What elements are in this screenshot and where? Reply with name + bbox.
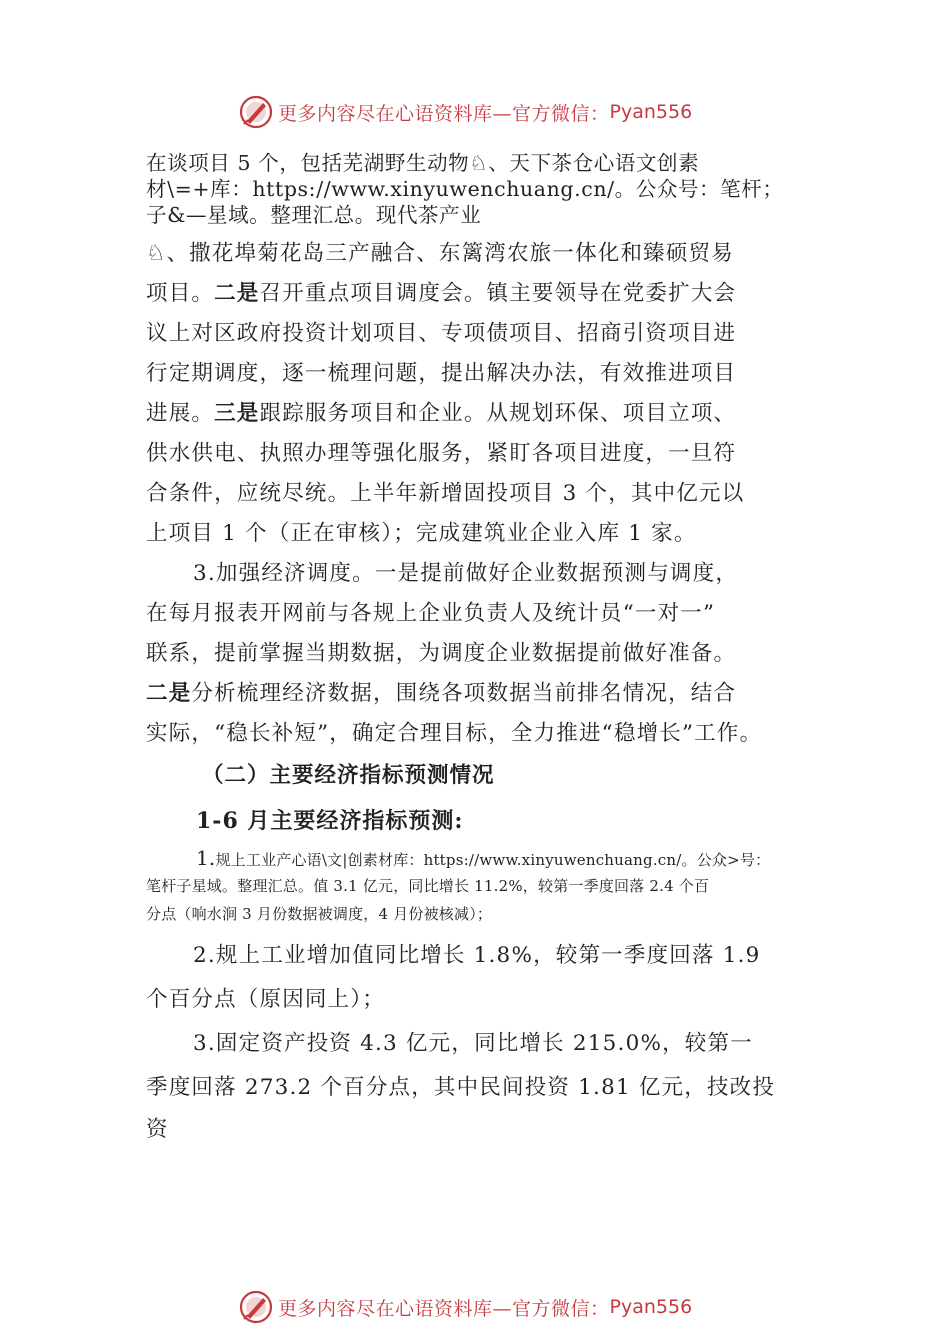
text-run: 召开重点项目调度会。镇主要领导在党委扩大会 xyxy=(259,281,737,306)
list-item-line: 资 xyxy=(146,1117,169,1142)
paragraph-line: 3.加强经济调度。一是提前做好企业数据预测与调度， xyxy=(193,561,739,586)
text-run: 项目。 xyxy=(146,281,215,306)
list-item-line: 个百分点（原因同上）； xyxy=(146,987,385,1012)
paragraph-line: 联系，提前掌握当期数据，为调度企业数据提前做好准备。 xyxy=(146,641,737,666)
paragraph-line: 行定期调度，逐一梳理问题，提出解决办法，有效推进项目 xyxy=(146,361,737,386)
banner-wechat-label: 官方微信： xyxy=(512,102,610,125)
paragraph-line: 供水供电、执照办理等强化服务，紧盯各项目进度，一旦符 xyxy=(146,441,737,466)
bold-text-run: 二是 xyxy=(146,681,192,706)
text-run: 分析梳理经济数据，围绕各项数据当前排名情况，结合 xyxy=(191,681,737,706)
pen-seal-icon xyxy=(238,94,274,130)
bold-text-run: 二是 xyxy=(214,281,260,306)
section-heading: （二）主要经济指标预测情况 xyxy=(202,763,495,788)
text-run: 跟踪服务项目和企业。从规划环保、项目立项、 xyxy=(259,401,737,426)
subsection-heading: 1-6 月主要经济指标预测: xyxy=(196,808,464,834)
list-item-line: 笔杆子星域。整理汇总。值 3.1 亿元，同比增长 11.2%，较第一季度回落 2.4 个百 xyxy=(146,877,710,895)
banner-wechat-label: 官方微信： xyxy=(512,1297,610,1320)
list-item-line: 2.规上工业增加值同比增长 1.8%，较第一季度回落 1.9 xyxy=(193,943,761,968)
paragraph-line xyxy=(146,274,846,314)
banner-wechat-id: Pyan556 xyxy=(609,1296,693,1318)
paragraph-line: 合条件，应统尽统。上半年新增固投项目 3 个，其中亿元以 xyxy=(146,481,745,506)
list-item-line: 分点（响水涧 3 月份数据被调度，4 月份被核减）； xyxy=(146,905,493,923)
paragraph-line: 在谈项目 5 个，包括芜湖野生动物♘、天下茶仓心语文创素 xyxy=(146,151,700,175)
paragraph-line: 在每月报表开网前与各规上企业负责人及统计员“一对一” xyxy=(146,601,716,626)
paragraph-line xyxy=(146,394,846,434)
pen-seal-icon xyxy=(238,1289,274,1325)
header-banner xyxy=(238,92,692,132)
paragraph-line: 议上对区政府投资计划项目、专项债项目、招商引资项目进 xyxy=(146,321,737,346)
banner-text: 更多内容尽在心语资料库— xyxy=(278,102,513,125)
list-item-line: 3.固定资产投资 4.3 亿元，同比增长 215.0%，较第一 xyxy=(193,1031,753,1056)
paragraph-line: 材\=+库：https://www.xinyuwenchuang.cn/。公众号：笔杆； xyxy=(146,177,784,201)
banner-text: 更多内容尽在心语资料库— xyxy=(278,1297,513,1320)
list-number: 1. xyxy=(196,846,216,870)
text-run: 规上工业产心语\文|创素材库：https://www.xinyuwenchuang.cn/。公众>号： xyxy=(215,851,771,869)
list-item-line: 季度回落 273.2 个百分点，其中民间投资 1.81 亿元，技改投 xyxy=(146,1075,776,1100)
text-run: 进展。 xyxy=(146,401,215,426)
banner-wechat-id: Pyan556 xyxy=(609,101,693,123)
paragraph-line: ♘、撒花埠菊花岛三产融合、东篱湾农旅一体化和臻硕贸易 xyxy=(146,241,734,266)
bold-text-run: 三是 xyxy=(214,401,260,426)
paragraph-line xyxy=(146,674,846,714)
paragraph-line: 上项目 1 个（正在审核）；完成建筑业企业入库 1 家。 xyxy=(146,521,697,546)
paragraph-line: 子&—星域。整理汇总。现代茶产业 xyxy=(146,203,482,227)
paragraph-line: 实际，“稳长补短”，确定合理目标，全力推进“稳增长”工作。 xyxy=(146,721,763,746)
footer-banner xyxy=(238,1287,692,1327)
list-item-line xyxy=(146,844,846,872)
document-body xyxy=(146,150,846,1150)
